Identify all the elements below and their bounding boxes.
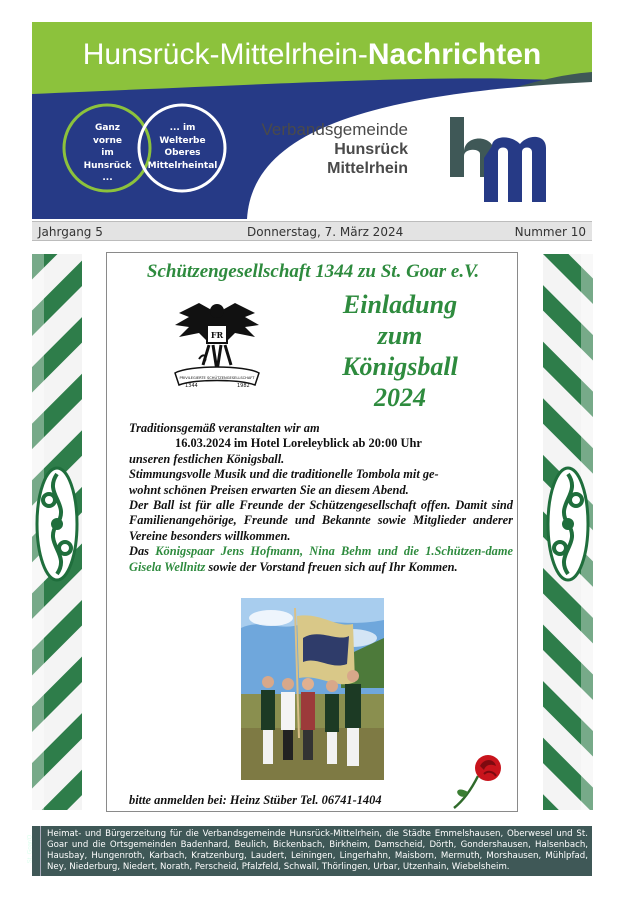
- circle-left-line: im: [101, 148, 114, 158]
- footer-side-text: St. Goar/O: [27, 834, 34, 864]
- invitation-line: Einladung: [342, 290, 458, 319]
- body-line: Stimmungsvolle Musik und die traditionelle Tombola mit ge-: [129, 467, 439, 482]
- circle-right-line: Welterbe: [159, 135, 206, 146]
- issue-number: Nummer 10: [514, 225, 586, 239]
- vg-line-2: Hunsrück: [334, 141, 408, 158]
- club-title: Schützengesellschaft 1344 zu St. Goar e.V.: [146, 261, 480, 282]
- footer-description: Heimat- und Bürgerzeitung für die Verbandsgemeinde Hunsrück-Mittelrhein, die Städte Emmelshausen, Oberwesel und St. Goar und die Ortsgemeinden Badenhard, Beulich, Bickenbach, Birkheim, Damscheid, Dörth, Gondershausen, Halsenbach, Hausbay, Hungenroth, Karbach, Kratzenburg, Laudert, Leiningen, Lingerhahn, Maisborn, Mermuth, Morshausen, Mühlpfad, Ney, Niederburg, Niedert, Norath, Perscheid, Pfalzfeld, Schwall, Thörlingen, Urbar, Utzenhain, Wiebelsheim.: [47, 829, 588, 872]
- body-line: unseren festlichen Königsball.: [129, 451, 285, 466]
- closing-paragraph: [129, 544, 513, 575]
- masthead: [32, 22, 592, 219]
- volume-label: Jahrgang 5: [38, 225, 103, 239]
- circle-left-text: [80, 122, 135, 185]
- royal-couple-names: Königspaar Jens Hofmann, Nina Behm und die 1.Schützen-dame Gisela Wellnitz: [129, 544, 513, 574]
- open-invitation-paragraph: Der Ball ist für alle Freunde der Schützengesellschaft offen. Damit sind Familienangehörige, Freunde und Bekannte sowie Mitglieder anderer Vereine besonders willkommen.: [129, 498, 513, 543]
- emblem-year-left: 1344: [185, 383, 198, 389]
- circle-right-line: Mittelrheintal: [147, 160, 218, 171]
- title-regular: Hunsrück-Mittelrhein-: [82, 38, 368, 71]
- group-photo: [241, 598, 384, 780]
- vg-line-3: Mittelrhein: [327, 160, 408, 177]
- invitation-body: [129, 421, 513, 575]
- emblem-initials: FR: [210, 330, 224, 340]
- body-line: wohnt schönen Preisen erwarten Sie an diesem Abend.: [129, 482, 409, 497]
- verbandsgemeinde-label: [258, 120, 408, 178]
- ornament-icon: [548, 468, 588, 580]
- emblem-year-right: 1982: [237, 383, 250, 389]
- circle-left-line: Hunsrück ...: [83, 160, 132, 183]
- footer-side-label: [27, 826, 41, 876]
- eagle-emblem-icon: [169, 295, 265, 399]
- invitation-line: zum: [377, 321, 423, 350]
- title-bold: Nachrichten: [367, 38, 542, 71]
- ornament-icon: [37, 468, 77, 580]
- footer-bar: [27, 826, 592, 876]
- invitation-line: 2024: [374, 383, 426, 412]
- circle-right-line: ... im: [169, 123, 196, 133]
- newspaper-title: [32, 38, 592, 72]
- circle-left-line: Ganz: [94, 123, 121, 133]
- invitation-heading: [325, 289, 475, 413]
- rose-icon: [448, 752, 512, 812]
- invitation-line: Königsball: [342, 352, 458, 381]
- intro-line: Traditionsgemäß veranstalten wir am: [129, 421, 320, 435]
- event-date-line: 16.03.2024 im Hotel Loreleyblick ab 20:00 Uhr: [175, 436, 422, 451]
- right-striped-column: [543, 254, 593, 810]
- left-striped-column: [32, 254, 82, 810]
- circle-right-text: [145, 122, 220, 172]
- closing-pre: Das: [129, 544, 149, 559]
- issue-info-bar: [32, 221, 592, 241]
- issue-date: Donnerstag, 7. März 2024: [247, 225, 404, 239]
- closing-post: sowie der Vorstand freuen sich auf Ihr Kommen.: [208, 559, 458, 574]
- vg-line-1: Verbandsgemeinde: [261, 120, 408, 139]
- circle-left-line: vorne: [93, 135, 122, 146]
- registration-contact: bitte anmelden bei: Heinz Stüber Tel. 06741-1404: [129, 793, 382, 807]
- emblem-banner-text: PRIVILEGIERTE SCHÜTZENGESELLSCHAFT: [179, 376, 255, 380]
- circle-right-line: Oberes: [164, 148, 201, 158]
- invitation-card: [106, 252, 518, 812]
